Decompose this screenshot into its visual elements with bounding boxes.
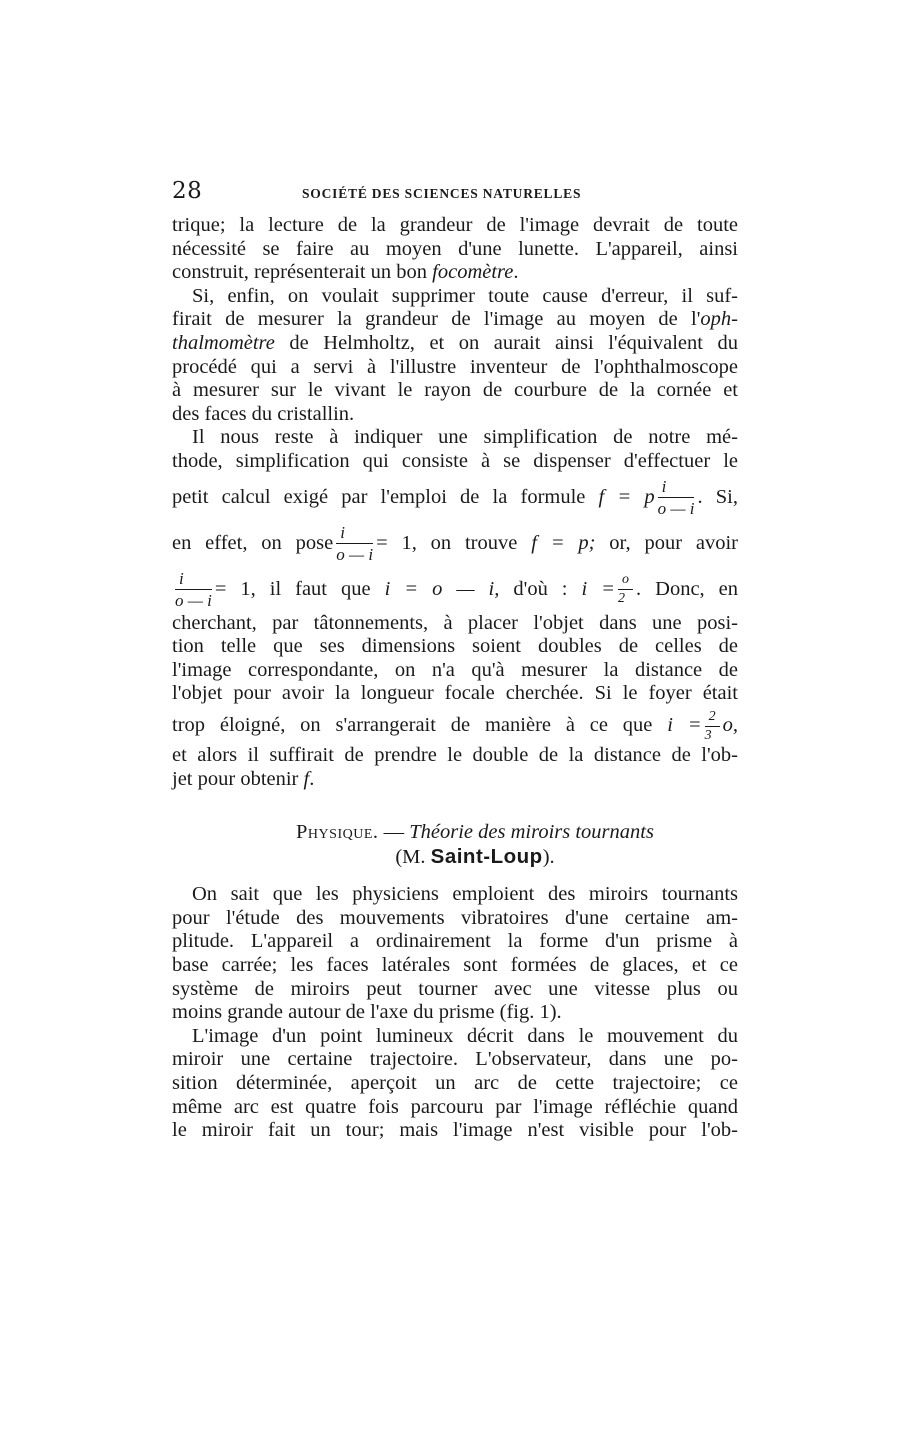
- text-line: $\frac{i}{o — i}$ = 1, il faut que i = o — i, d'où : i = $\frac{o}{2}$ . Donc, en: [175, 569, 739, 611]
- text-line: l'image correspondante, on n'a qu'à mesurer la distance de: [172, 658, 738, 681]
- running-head: SOCIÉTÉ DES SCIENCES NATURELLES: [302, 186, 582, 201]
- text-line: L'image d'un point lumineux décrit dans le mouvement du: [192, 1024, 738, 1047]
- body-text: [172, 214, 738, 1143]
- page-header: [172, 178, 738, 206]
- italic-term: oph-: [700, 308, 738, 331]
- fraction: $\frac{i}{o — i}$: [657, 477, 695, 519]
- text-line: à mesurer sur le vivant le rayon de courbure de la cornée et: [172, 379, 738, 402]
- section-author: Saint-Loup: [430, 844, 543, 868]
- text-line: On sait que les physiciens emploient des miroirs tournants: [192, 883, 738, 906]
- section-author-line: (M. Saint-Loup).: [395, 844, 555, 868]
- text-line: pour l'étude des mouvements vibratoires d'une certaine am-: [172, 906, 738, 929]
- fraction: $\frac{o}{2}$: [618, 573, 633, 606]
- text-line: moins grande autour de l'axe du prisme (fig. 1).: [172, 1001, 562, 1024]
- formula: f = p: [598, 485, 655, 508]
- formula: o,: [722, 713, 738, 736]
- text-line: tion telle que ses dimensions soient doubles de celles de: [172, 635, 738, 658]
- text-line: en effet, on pose $\frac{i}{o — i}$ = 1, on trouve f = p; or, pour avoir: [172, 523, 739, 565]
- text-line: l'objet pour avoir la longueur focale cherchée. Si le foyer était: [172, 682, 738, 705]
- text-line: trique; la lecture de la grandeur de l'image devrait de toute: [172, 214, 738, 236]
- text-line: cherchant, par tâtonnements, à placer l'objet dans une posi-: [172, 611, 738, 634]
- text-line: petit calcul exigé par l'emploi de la formule f = p $\frac{i}{o — i}$ . Si,: [172, 477, 738, 519]
- section-label: Physique.: [296, 821, 379, 844]
- formula: i =: [581, 577, 616, 600]
- text-line: Si, enfin, on voulait supprimer toute cause d'erreur, il suf-: [192, 284, 738, 307]
- fraction: $\frac{i}{o — i}$: [336, 523, 374, 565]
- text-line: Il nous reste à indiquer une simplification de notre mé-: [192, 426, 738, 449]
- italic-term: focomètre: [432, 261, 514, 284]
- text-line: jet pour obtenir f.: [172, 767, 315, 790]
- section-heading: Physique. — Théorie des miroirs tournants: [296, 821, 654, 844]
- text-line: trop éloigné, on s'arrangerait de manière à ce que i = $\frac{2}{3}$ o,: [172, 708, 738, 743]
- text-line: système de miroirs peut tourner avec une vitesse plus ou: [172, 977, 738, 1000]
- text-line: le miroir fait un tour; mais l'image n'est visible pour l'ob-: [172, 1119, 738, 1142]
- text-line: des faces du cristallin.: [172, 402, 355, 425]
- page-number: 28: [172, 178, 203, 204]
- text-line: thode, simplification qui consiste à se dispenser d'effectuer le: [172, 449, 738, 472]
- fraction: $\frac{i}{o — i}$: [175, 569, 212, 611]
- text-line: plitude. L'appareil a ordinairement la forme d'un prisme à: [172, 930, 738, 953]
- text-line: et alors il suffirait de prendre le double de la distance de l'ob-: [172, 743, 738, 766]
- formula: i = o — i,: [384, 577, 500, 600]
- fraction: $\frac{2}{3}$: [705, 710, 720, 743]
- text-line: base carrée; les faces latérales sont formées de glaces, et ce: [172, 954, 738, 977]
- formula: i =: [667, 713, 702, 736]
- formula: f = p;: [531, 531, 596, 554]
- formula: f: [303, 767, 310, 790]
- text-line: firait de mesurer la grandeur de l'image au moyen de l'oph-: [172, 308, 738, 331]
- text-line: nécessité se faire au moyen d'une lunette. L'appareil, ainsi: [172, 237, 738, 260]
- text-line: procédé qui a servi à l'illustre inventeur de l'ophthalmoscope: [172, 355, 738, 378]
- section-title: Théorie des miroirs tournants: [409, 821, 654, 844]
- text-line: sition déterminée, aperçoit un arc de cette trajectoire; ce: [172, 1072, 738, 1095]
- text-line: même arc est quatre fois parcouru par l'image réfléchie quand: [172, 1095, 738, 1118]
- italic-term: thalmomètre: [172, 331, 275, 354]
- text-line: thalmomètre de Helmholtz, et on aurait ainsi l'équivalent du: [172, 331, 738, 354]
- text-line: miroir une certaine trajectoire. L'observateur, dans une po-: [172, 1048, 738, 1071]
- text-line: construit, représenterait un bon focomètre.: [172, 261, 519, 284]
